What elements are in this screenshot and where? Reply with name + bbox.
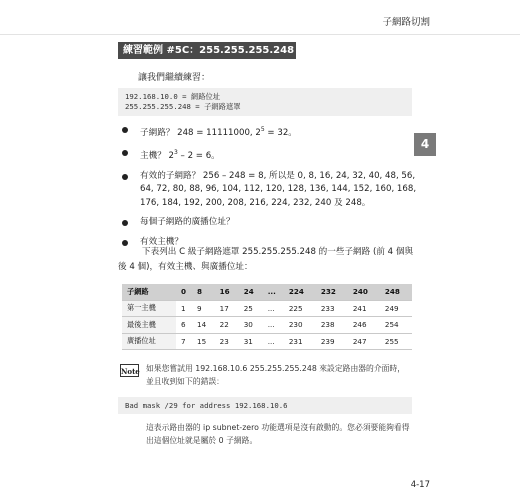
bullet-dot (122, 150, 128, 156)
table-cell: ... (263, 317, 284, 334)
table-header-cell: 240 (348, 284, 380, 300)
header-rule (0, 34, 520, 35)
bullet-text: 有效的子網路？ 256 – 248 = 8, 所以是 0, 8, 16, 24, 32, 40, 48, 56, 64, 72, 80, 88, 96, 104, 112, 120, 128, 136, 144, 152, 160, 168, 176, 184, 192, 200, 208, 216, 224, 232, 240 及 248。 (140, 170, 417, 208)
table-header-cell: 子網路 (122, 284, 176, 300)
bullet-superscript: 3 (173, 149, 178, 157)
bullet-item (122, 216, 420, 230)
table-header-cell: 8 (192, 284, 215, 300)
table-row-label: 廣播位址 (122, 333, 176, 350)
table-header-cell: 232 (316, 284, 348, 300)
bullet-text-suffix: – 2 = 6。 (177, 151, 220, 162)
table-header-cell: 0 (176, 284, 192, 300)
table-cell: 238 (316, 317, 348, 334)
table-header-cell: 248 (380, 284, 412, 300)
bullet-dot (122, 220, 128, 226)
chapter-tab: 4 (414, 133, 436, 156)
page-number: 4-17 (410, 480, 430, 490)
bullet-item (122, 146, 420, 163)
table-cell: 23 (215, 333, 239, 350)
bullet-text: 子網路？ 248 = 11111000, 2 (140, 127, 261, 138)
bullet-dot (122, 174, 128, 180)
table-header-cell: 16 (215, 284, 239, 300)
table-cell: ... (263, 300, 284, 317)
table-cell: 1 (176, 300, 192, 317)
table-cell: 239 (316, 333, 348, 350)
table-cell: 230 (284, 317, 316, 334)
note-icon: Note (120, 364, 139, 377)
table-row (122, 333, 412, 350)
table-cell: 17 (215, 300, 239, 317)
running-head: 子網路切割 (382, 17, 430, 28)
bullet-text: 每個子網路的廣播位址？ (140, 217, 235, 228)
code-line: 192.168.10.0 = 網路位址 (125, 92, 221, 101)
table-cell: 246 (348, 317, 380, 334)
table-cell: ... (263, 333, 284, 350)
intro-text: 讓我們繼續練習： (138, 73, 211, 83)
table-cell: 231 (284, 333, 316, 350)
table-cell: 247 (348, 333, 380, 350)
table-row-label: 第一主機 (122, 300, 176, 317)
table-cell: 25 (239, 300, 263, 317)
table-header-row (122, 284, 412, 300)
note-followup: 這表示路由器的 ip subnet-zero 功能選項是沒有啟動的。您必須要能夠看得出這個位址就是屬於 0 子網路。 (146, 423, 410, 445)
table-header-cell: 224 (284, 284, 316, 300)
table-row-label: 最後主機 (122, 317, 176, 334)
note-text: 如果您嘗試用 192.168.10.6 255.255.255.248 來設定路由器的介面時，並且收到如下的錯誤： (146, 364, 406, 386)
subnet-table (122, 284, 412, 350)
table-cell: 31 (239, 333, 263, 350)
code-line: 255.255.255.248 = 子網路遮罩 (125, 101, 241, 111)
bullet-list (122, 123, 420, 255)
table-row (122, 300, 412, 317)
error-code-block: Bad mask /29 for address 192.168.10.6 (118, 397, 412, 414)
bullet-item (122, 123, 420, 140)
table-header-cell: 24 (239, 284, 263, 300)
table-cell: 241 (348, 300, 380, 317)
table-cell: 22 (215, 317, 239, 334)
table-header-cell: ... (263, 284, 284, 300)
bullet-item (122, 170, 420, 211)
section-title: 練習範例 #5C：255.255.255.248 (/29) (118, 42, 296, 59)
table-cell: 14 (192, 317, 215, 334)
bullet-text: 有效主機？ (140, 236, 183, 247)
table-cell: 9 (192, 300, 215, 317)
table-cell: 15 (192, 333, 215, 350)
bullet-text-suffix: = 32。 (264, 127, 297, 138)
bullet-text: 主機？ 2 (140, 151, 174, 162)
table-cell: 30 (239, 317, 263, 334)
table-cell: 254 (380, 317, 412, 334)
table-cell: 7 (176, 333, 192, 350)
bullet-superscript: 5 (260, 126, 265, 133)
table-cell: 255 (380, 333, 412, 350)
table-cell: 249 (380, 300, 412, 317)
bullet-dot (122, 127, 128, 133)
table-cell: 225 (284, 300, 316, 317)
table-cell: 233 (316, 300, 348, 317)
table-row (122, 317, 412, 334)
table-cell: 6 (176, 317, 192, 334)
body-paragraph: 下表列出 C 級子網路遮罩 255.255.255.248 的一些子網路 (前 4 個與後 4 個)，有效主機、與廣播位址： (118, 247, 414, 272)
code-block (118, 88, 412, 116)
